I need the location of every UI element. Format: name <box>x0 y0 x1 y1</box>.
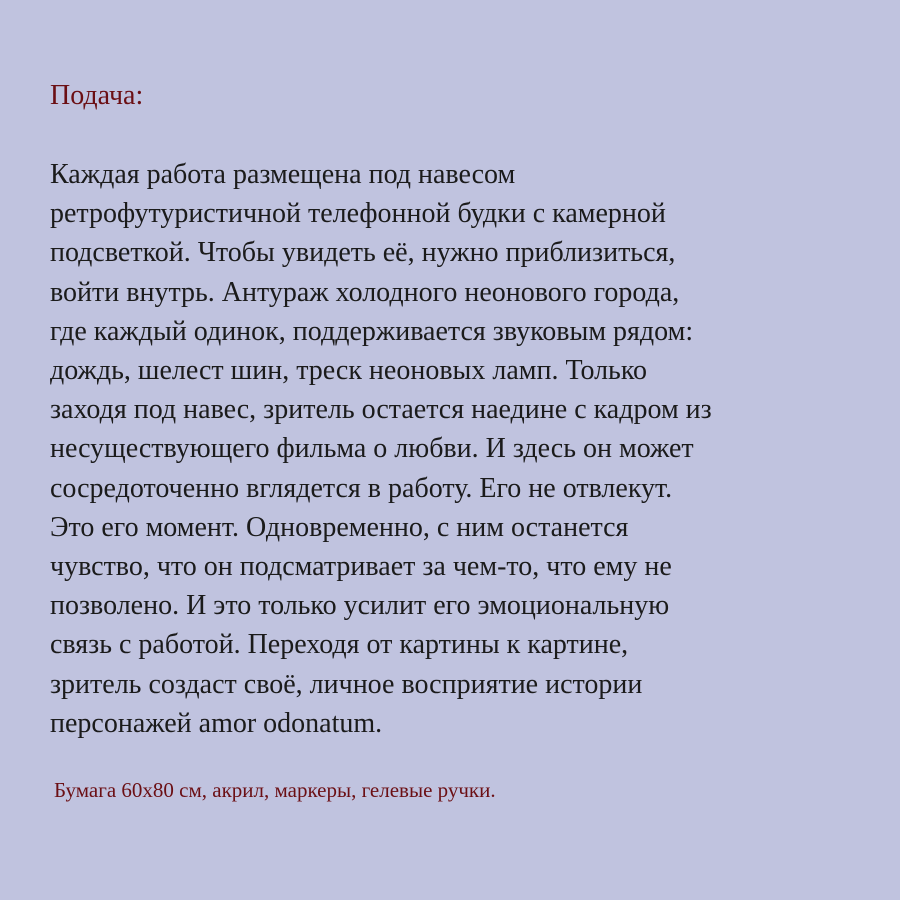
paragraph-line: несуществующего фильма о любви. И здесь он может <box>50 433 694 465</box>
paragraph-line: сосредоточенно вглядется в работу. Его не отвлекут. <box>50 472 673 504</box>
paragraph-line: позволено. И это только усилит его эмоциональную <box>50 590 670 622</box>
materials-caption: Бумага 60х80 см, акрил, маркеры, гелевые ручки. <box>54 778 496 802</box>
paragraph-line: чувство, что он подсматривает за чем-то, что ему не <box>50 551 672 583</box>
paragraph-line: заходя под навес, зритель остается наедине с кадром из <box>50 394 712 426</box>
paragraph-line: где каждый одинок, поддерживается звуковым рядом: <box>50 315 694 347</box>
paragraph-line: подсветкой. Чтобы увидеть её, нужно приблизиться, <box>50 237 676 269</box>
paragraph-line: Каждая работа размещена под навесом <box>50 159 516 190</box>
paragraph-line: Это его момент. Одновременно, с ним останется <box>50 511 629 543</box>
paragraph-line: ретрофутуристичной телефонной будки с камерной <box>50 198 666 230</box>
paragraph-line: войти внутрь. Антураж холодного неонового города, <box>50 276 680 308</box>
paragraph-line: связь с работой. Переходя от картины к картине, <box>50 629 629 661</box>
section-heading: Подача: <box>50 80 144 111</box>
paragraph-line: зритель создаст своё, личное восприятие истории <box>50 668 643 700</box>
paragraph-line: дождь, шелест шин, треск неоновых ламп. Только <box>50 355 648 387</box>
description-paragraph <box>50 155 870 743</box>
paragraph-line: персонажей amor odonatum. <box>50 707 383 739</box>
